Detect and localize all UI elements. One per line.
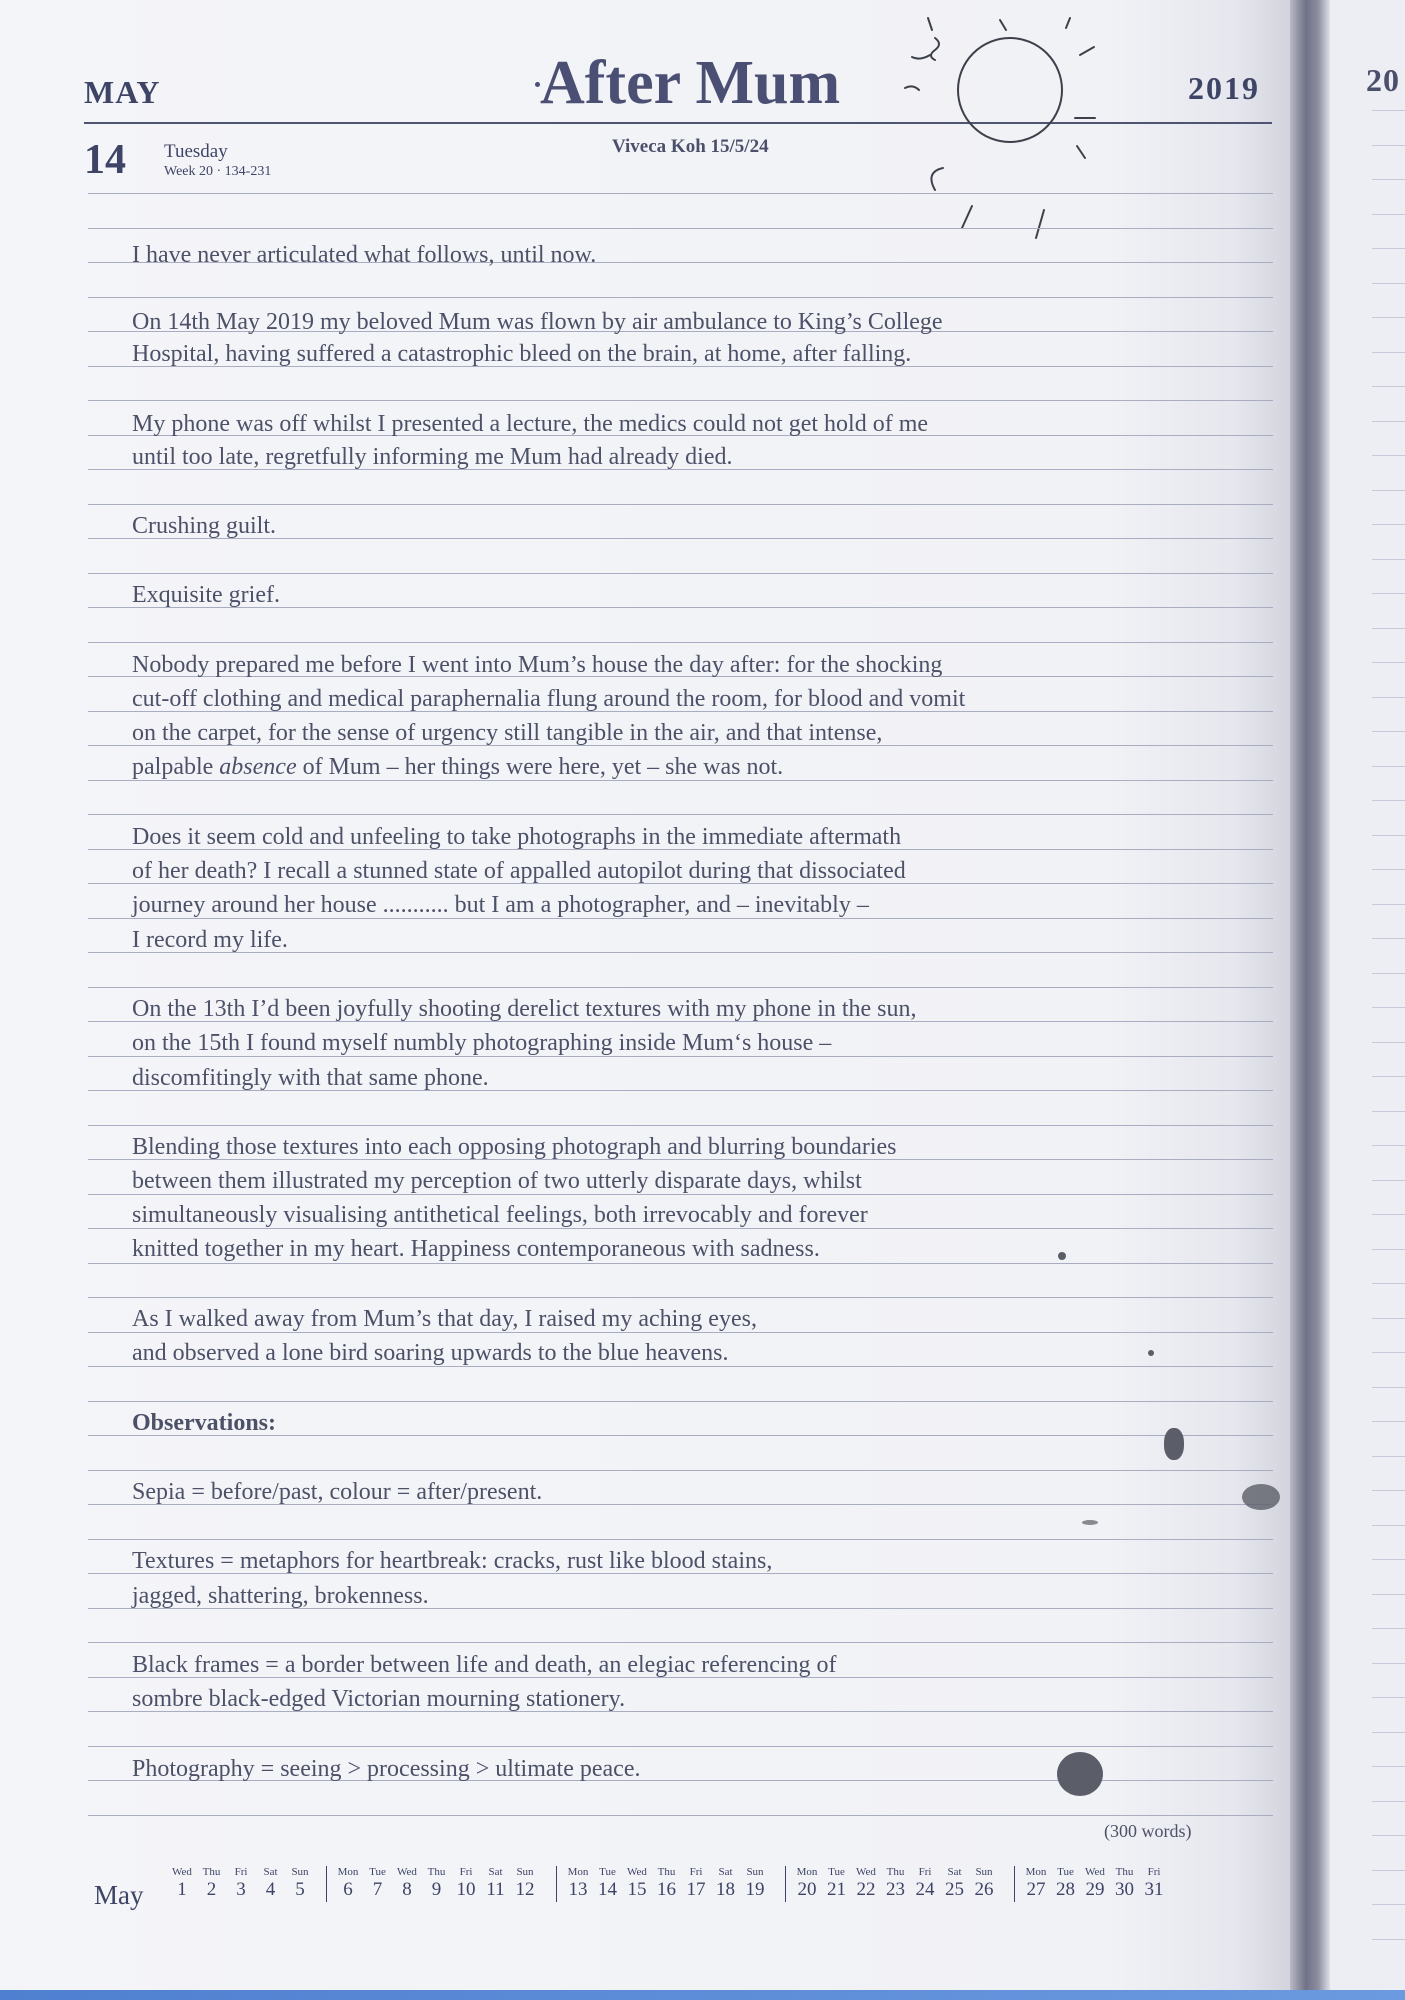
- next-page-line: [1372, 593, 1405, 594]
- calendar-weekday: Fri: [234, 1866, 248, 1878]
- calendar-date: 25: [945, 1879, 964, 1900]
- next-page-line: [1372, 835, 1405, 836]
- calendar-day: [880, 1866, 912, 1901]
- body-line: and observed a lone bird soaring upwards to the blue heavens.: [132, 1340, 729, 1366]
- calendar-date: 22: [856, 1879, 876, 1900]
- next-page-line: [1372, 283, 1405, 284]
- body-line: On the 13th I’d been joyfully shooting derelict textures with my phone in the sun,: [132, 996, 917, 1022]
- calendar-day: [509, 1866, 541, 1901]
- calendar-date: 28: [1056, 1879, 1075, 1900]
- body-line: Blending those textures into each opposing photograph and blurring boundaries: [132, 1134, 897, 1160]
- calendar-day: [1109, 1866, 1141, 1901]
- next-page-line: [1372, 1111, 1405, 1112]
- calendar-weekday: Tue: [599, 1866, 616, 1878]
- body-line: knitted together in my heart. Happiness contemporaneous with sadness.: [132, 1236, 820, 1262]
- calendar-weekday: Wed: [627, 1866, 647, 1878]
- next-page-line: [1372, 938, 1405, 939]
- calendar-date: 9: [431, 1879, 442, 1900]
- next-page-line: [1372, 1076, 1405, 1077]
- next-page-line: [1372, 1249, 1405, 1250]
- next-page-line: [1372, 179, 1405, 180]
- ink-splatter: [1242, 1484, 1280, 1510]
- ruled-line: [88, 573, 1273, 574]
- year-label: 2019: [1188, 70, 1260, 106]
- calendar-date: 4: [265, 1879, 276, 1900]
- calendar-date: 11: [486, 1879, 505, 1900]
- body-line: Nobody prepared me before I went into Mum’s house the day after: for the shocking: [132, 652, 943, 678]
- calendar-date: 30: [1115, 1879, 1134, 1900]
- body-line: on the carpet, for the sense of urgency still tangible in the air, and that intense,: [132, 720, 883, 746]
- calendar-date: 27: [1026, 1879, 1046, 1900]
- calendar-weekday: Fri: [689, 1866, 703, 1878]
- ink-splatter: [1058, 1252, 1066, 1260]
- ruled-line: [88, 1297, 1273, 1298]
- body-line: Crushing guilt.: [132, 513, 277, 539]
- calendar-date: 16: [657, 1879, 676, 1900]
- ink-splatter: [1164, 1428, 1184, 1460]
- next-page-line: [1372, 352, 1405, 353]
- body-line: until too late, regretfully informing me Mum had already died.: [132, 444, 733, 470]
- next-page-line: [1372, 1042, 1405, 1043]
- calendar-date: 21: [827, 1879, 846, 1900]
- calendar-day: [1020, 1866, 1052, 1901]
- ruled-line: [88, 987, 1273, 988]
- calendar-day: [791, 1866, 823, 1901]
- calendar-weekday: Mon: [1025, 1866, 1047, 1878]
- calendar-day: [284, 1866, 316, 1901]
- ink-splatter: [1148, 1350, 1154, 1356]
- next-page-line: [1372, 248, 1405, 249]
- word-count: (300 words): [1104, 1821, 1192, 1841]
- next-page-line: [1372, 1421, 1405, 1422]
- next-page-line: [1372, 1559, 1405, 1560]
- calendar-date: 31: [1144, 1879, 1164, 1900]
- calendar-weekday: Wed: [1085, 1866, 1105, 1878]
- calendar-day: [680, 1866, 712, 1901]
- ruled-line: [88, 642, 1273, 643]
- ruled-line: [88, 297, 1273, 298]
- ruled-line: [88, 504, 1273, 505]
- calendar-day: [850, 1866, 882, 1901]
- calendar-date: 12: [515, 1879, 535, 1900]
- calendar-day: [968, 1866, 1000, 1901]
- calendar-day: [909, 1866, 941, 1901]
- calendar-date: 24: [915, 1879, 935, 1900]
- next-page-line: [1372, 386, 1405, 387]
- ruled-line: [88, 1642, 1273, 1643]
- calendar-weekday: Sat: [263, 1866, 278, 1878]
- body-line: [132, 754, 783, 781]
- day-number: 14: [84, 137, 126, 183]
- ruled-line: [88, 814, 1273, 815]
- calendar-month: May: [94, 1880, 144, 1910]
- calendar-day: [166, 1866, 198, 1901]
- calendar-day: [1050, 1866, 1082, 1901]
- calendar-weekday: Wed: [856, 1866, 876, 1878]
- body-line: Textures = metaphors for heartbreak: cracks, rust like blood stains,: [132, 1548, 773, 1574]
- calendar-date: 3: [236, 1879, 246, 1900]
- calendar-weekday: Sun: [975, 1866, 993, 1878]
- calendar-weekday: Fri: [459, 1866, 473, 1878]
- calendar-weekday: Sun: [291, 1866, 309, 1878]
- next-page-line: [1372, 1904, 1405, 1905]
- next-page-line: [1372, 800, 1405, 801]
- byline: Viveca Koh 15/5/24: [612, 136, 769, 157]
- next-page-line: [1372, 1352, 1405, 1353]
- calendar-weekday: Sat: [488, 1866, 503, 1878]
- month-label: MAY: [84, 74, 161, 110]
- body-line: jagged, shattering, brokenness.: [132, 1583, 429, 1609]
- calendar-weekday: Wed: [397, 1866, 417, 1878]
- calendar-day: [255, 1866, 287, 1901]
- next-page-line: [1372, 731, 1405, 732]
- next-page-line: [1372, 455, 1405, 456]
- calendar-weekday: Sat: [718, 1866, 733, 1878]
- calendar-day: [739, 1866, 771, 1901]
- next-page-line: [1372, 1490, 1405, 1491]
- calendar-day: [592, 1866, 624, 1901]
- calendar-day: [421, 1866, 453, 1901]
- calendar-date: 6: [343, 1879, 353, 1900]
- calendar-date: 15: [627, 1879, 647, 1900]
- body-line: journey around her house ........... but I am a photographer, and – inevitably –: [132, 892, 869, 918]
- body-line: between them illustrated my perception of two utterly disparate days, whilst: [132, 1168, 862, 1194]
- next-page-year: 20: [1366, 62, 1400, 98]
- next-page-line: [1372, 1387, 1405, 1388]
- ruled-line: [88, 193, 1273, 194]
- ink-splatter: [1082, 1520, 1098, 1525]
- body-line: cut-off clothing and medical paraphernalia flung around the room, for blood and vomit: [132, 686, 966, 712]
- body-line: Black frames = a border between life and death, an elegiac referencing of: [132, 1652, 837, 1678]
- next-page-line: [1372, 662, 1405, 663]
- calendar-date: 7: [372, 1879, 383, 1900]
- calendar-weekday: Sun: [516, 1866, 534, 1878]
- body-line: As I walked away from Mum’s that day, I raised my aching eyes,: [132, 1306, 757, 1332]
- next-page-edge: [1330, 0, 1405, 2000]
- body-line: Exquisite grief.: [132, 582, 280, 608]
- calendar-date: 13: [568, 1879, 588, 1900]
- bottom-edge-band: [0, 1990, 1405, 2000]
- body-line-part: palpable: [132, 754, 220, 780]
- calendar-date: 19: [745, 1879, 765, 1900]
- page-title: After Mum: [540, 49, 841, 117]
- calendar-date: 17: [686, 1879, 706, 1900]
- calendar-weekday: Thu: [886, 1866, 905, 1878]
- ruled-line: [88, 1470, 1273, 1471]
- next-page-line: [1372, 421, 1405, 422]
- next-page-line: [1372, 1594, 1405, 1595]
- book-spine: [1290, 0, 1330, 2000]
- next-page-line: [1372, 1801, 1405, 1802]
- next-page-line: [1372, 1939, 1405, 1940]
- next-page-line: [1372, 317, 1405, 318]
- calendar-day: [651, 1866, 683, 1901]
- next-page-line: [1372, 869, 1405, 870]
- calendar-weekday: Fri: [918, 1866, 932, 1878]
- next-page-line: [1372, 973, 1405, 974]
- calendar-day: [710, 1866, 742, 1901]
- calendar-weekday: Thu: [427, 1866, 446, 1878]
- calendar-weekday: Tue: [1057, 1866, 1074, 1878]
- body-line: I have never articulated what follows, until now.: [132, 242, 597, 268]
- next-page-line: [1372, 214, 1405, 215]
- body-line: simultaneously visualising antithetical feelings, both irrevocably and forever: [132, 1202, 868, 1228]
- body-line: of her death? I recall a stunned state of appalled autopilot during that dissociated: [132, 858, 906, 884]
- emphasis-word: absence: [219, 754, 297, 780]
- next-page-line: [1372, 1145, 1405, 1146]
- calendar-weekday: Thu: [202, 1866, 221, 1878]
- next-page-line: [1372, 1732, 1405, 1733]
- next-page-line: [1372, 1456, 1405, 1457]
- calendar-day: [196, 1866, 228, 1901]
- next-page-line: [1372, 1318, 1405, 1319]
- calendar-date: 5: [295, 1879, 305, 1900]
- next-page-line: [1372, 1835, 1405, 1836]
- next-page-line: [1372, 628, 1405, 629]
- calendar-weekday: Tue: [828, 1866, 845, 1878]
- calendar-weekday: Wed: [172, 1866, 192, 1878]
- calendar-day: [1079, 1866, 1111, 1901]
- body-line: on the 15th I found myself numbly photographing inside Mum‘s house –: [132, 1030, 832, 1056]
- calendar-day: [332, 1866, 364, 1901]
- calendar-date: 1: [177, 1879, 187, 1900]
- calendar-day: [939, 1866, 971, 1901]
- calendar-weekday: Thu: [1115, 1866, 1134, 1878]
- ruled-line: [88, 1401, 1273, 1402]
- calendar-weekday: Tue: [369, 1866, 386, 1878]
- calendar-day: [391, 1866, 423, 1901]
- calendar-date: 18: [716, 1879, 735, 1900]
- body-line: Does it seem cold and unfeeling to take photographs in the immediate aftermath: [132, 824, 902, 850]
- ruled-line: [88, 228, 1273, 229]
- body-line: On 14th May 2019 my beloved Mum was flown by air ambulance to King’s College: [132, 309, 943, 335]
- calendar-date: 26: [974, 1879, 994, 1900]
- calendar-weekday: Fri: [1147, 1866, 1161, 1878]
- calendar-date: 2: [206, 1879, 217, 1900]
- next-page-line: [1372, 1663, 1405, 1664]
- calendar-date: 29: [1085, 1879, 1105, 1900]
- observations-heading: Observations:: [132, 1410, 276, 1436]
- next-page-line: [1372, 559, 1405, 560]
- ruled-line: [88, 1125, 1273, 1126]
- next-page-line: [1372, 1525, 1405, 1526]
- calendar-weekday: Mon: [337, 1866, 359, 1878]
- calendar-date: 10: [456, 1879, 476, 1900]
- next-page-line: [1372, 1180, 1405, 1181]
- next-page-line: [1372, 490, 1405, 491]
- body-line: Sepia = before/past, colour = after/present.: [132, 1479, 543, 1505]
- next-page-line: [1372, 697, 1405, 698]
- ruled-line: [88, 1815, 1273, 1816]
- next-page-line: [1372, 145, 1405, 146]
- sun-icon: [0, 0, 1300, 260]
- calendar-date: 8: [402, 1879, 412, 1900]
- ruled-line: [88, 1746, 1273, 1747]
- calendar-day: [362, 1866, 394, 1901]
- calendar-date: 20: [797, 1879, 817, 1900]
- calendar-weekday: Sat: [947, 1866, 962, 1878]
- calendar-weekday: Sun: [746, 1866, 764, 1878]
- body-line-part: of Mum – her things were here, yet – she was not.: [296, 754, 784, 780]
- next-page-line: [1372, 1628, 1405, 1629]
- calendar-week-separator: [1014, 1866, 1015, 1902]
- calendar-week-separator: [326, 1866, 327, 1902]
- calendar-weekday: Mon: [796, 1866, 818, 1878]
- body-line: sombre black-edged Victorian mourning stationery.: [132, 1686, 626, 1712]
- ruled-line: [88, 1263, 1273, 1264]
- calendar-day: [621, 1866, 653, 1901]
- calendar-week-separator: [556, 1866, 557, 1902]
- next-page-line: [1372, 1870, 1405, 1871]
- ruled-line: [88, 1539, 1273, 1540]
- next-page-line: [1372, 766, 1405, 767]
- next-page-line: [1372, 1766, 1405, 1767]
- body-line: Hospital, having suffered a catastrophic bleed on the brain, at home, after falling.: [132, 341, 912, 367]
- calendar-week-separator: [785, 1866, 786, 1902]
- next-page-line: [1372, 1214, 1405, 1215]
- body-line: Photography = seeing > processing > ultimate peace.: [132, 1756, 641, 1782]
- body-line: discomfitingly with that same phone.: [132, 1065, 489, 1091]
- ink-splatter: [1057, 1752, 1103, 1796]
- calendar-day: [1138, 1866, 1170, 1901]
- next-page-line: [1372, 1697, 1405, 1698]
- body-line: I record my life.: [132, 927, 288, 953]
- calendar-day: [450, 1866, 482, 1901]
- next-page-line: [1372, 904, 1405, 905]
- calendar-weekday: Thu: [657, 1866, 676, 1878]
- body-line: My phone was off whilst I presented a lecture, the medics could not get hold of me: [132, 411, 929, 437]
- calendar-date: 14: [598, 1879, 617, 1900]
- calendar-weekday: Mon: [567, 1866, 589, 1878]
- next-page-line: [1372, 1007, 1405, 1008]
- next-page-line: [1372, 1283, 1405, 1284]
- calendar-date: 23: [886, 1879, 905, 1900]
- calendar-day: [562, 1866, 594, 1901]
- weekday-label: Tuesday: [164, 141, 228, 162]
- next-page-line: [1372, 110, 1405, 111]
- calendar-day: [225, 1866, 257, 1901]
- ruled-line: [88, 400, 1273, 401]
- calendar-day: [480, 1866, 512, 1901]
- next-page-line: [1372, 524, 1405, 525]
- calendar-day: [821, 1866, 853, 1901]
- week-info: Week 20 · 134-231: [164, 164, 272, 179]
